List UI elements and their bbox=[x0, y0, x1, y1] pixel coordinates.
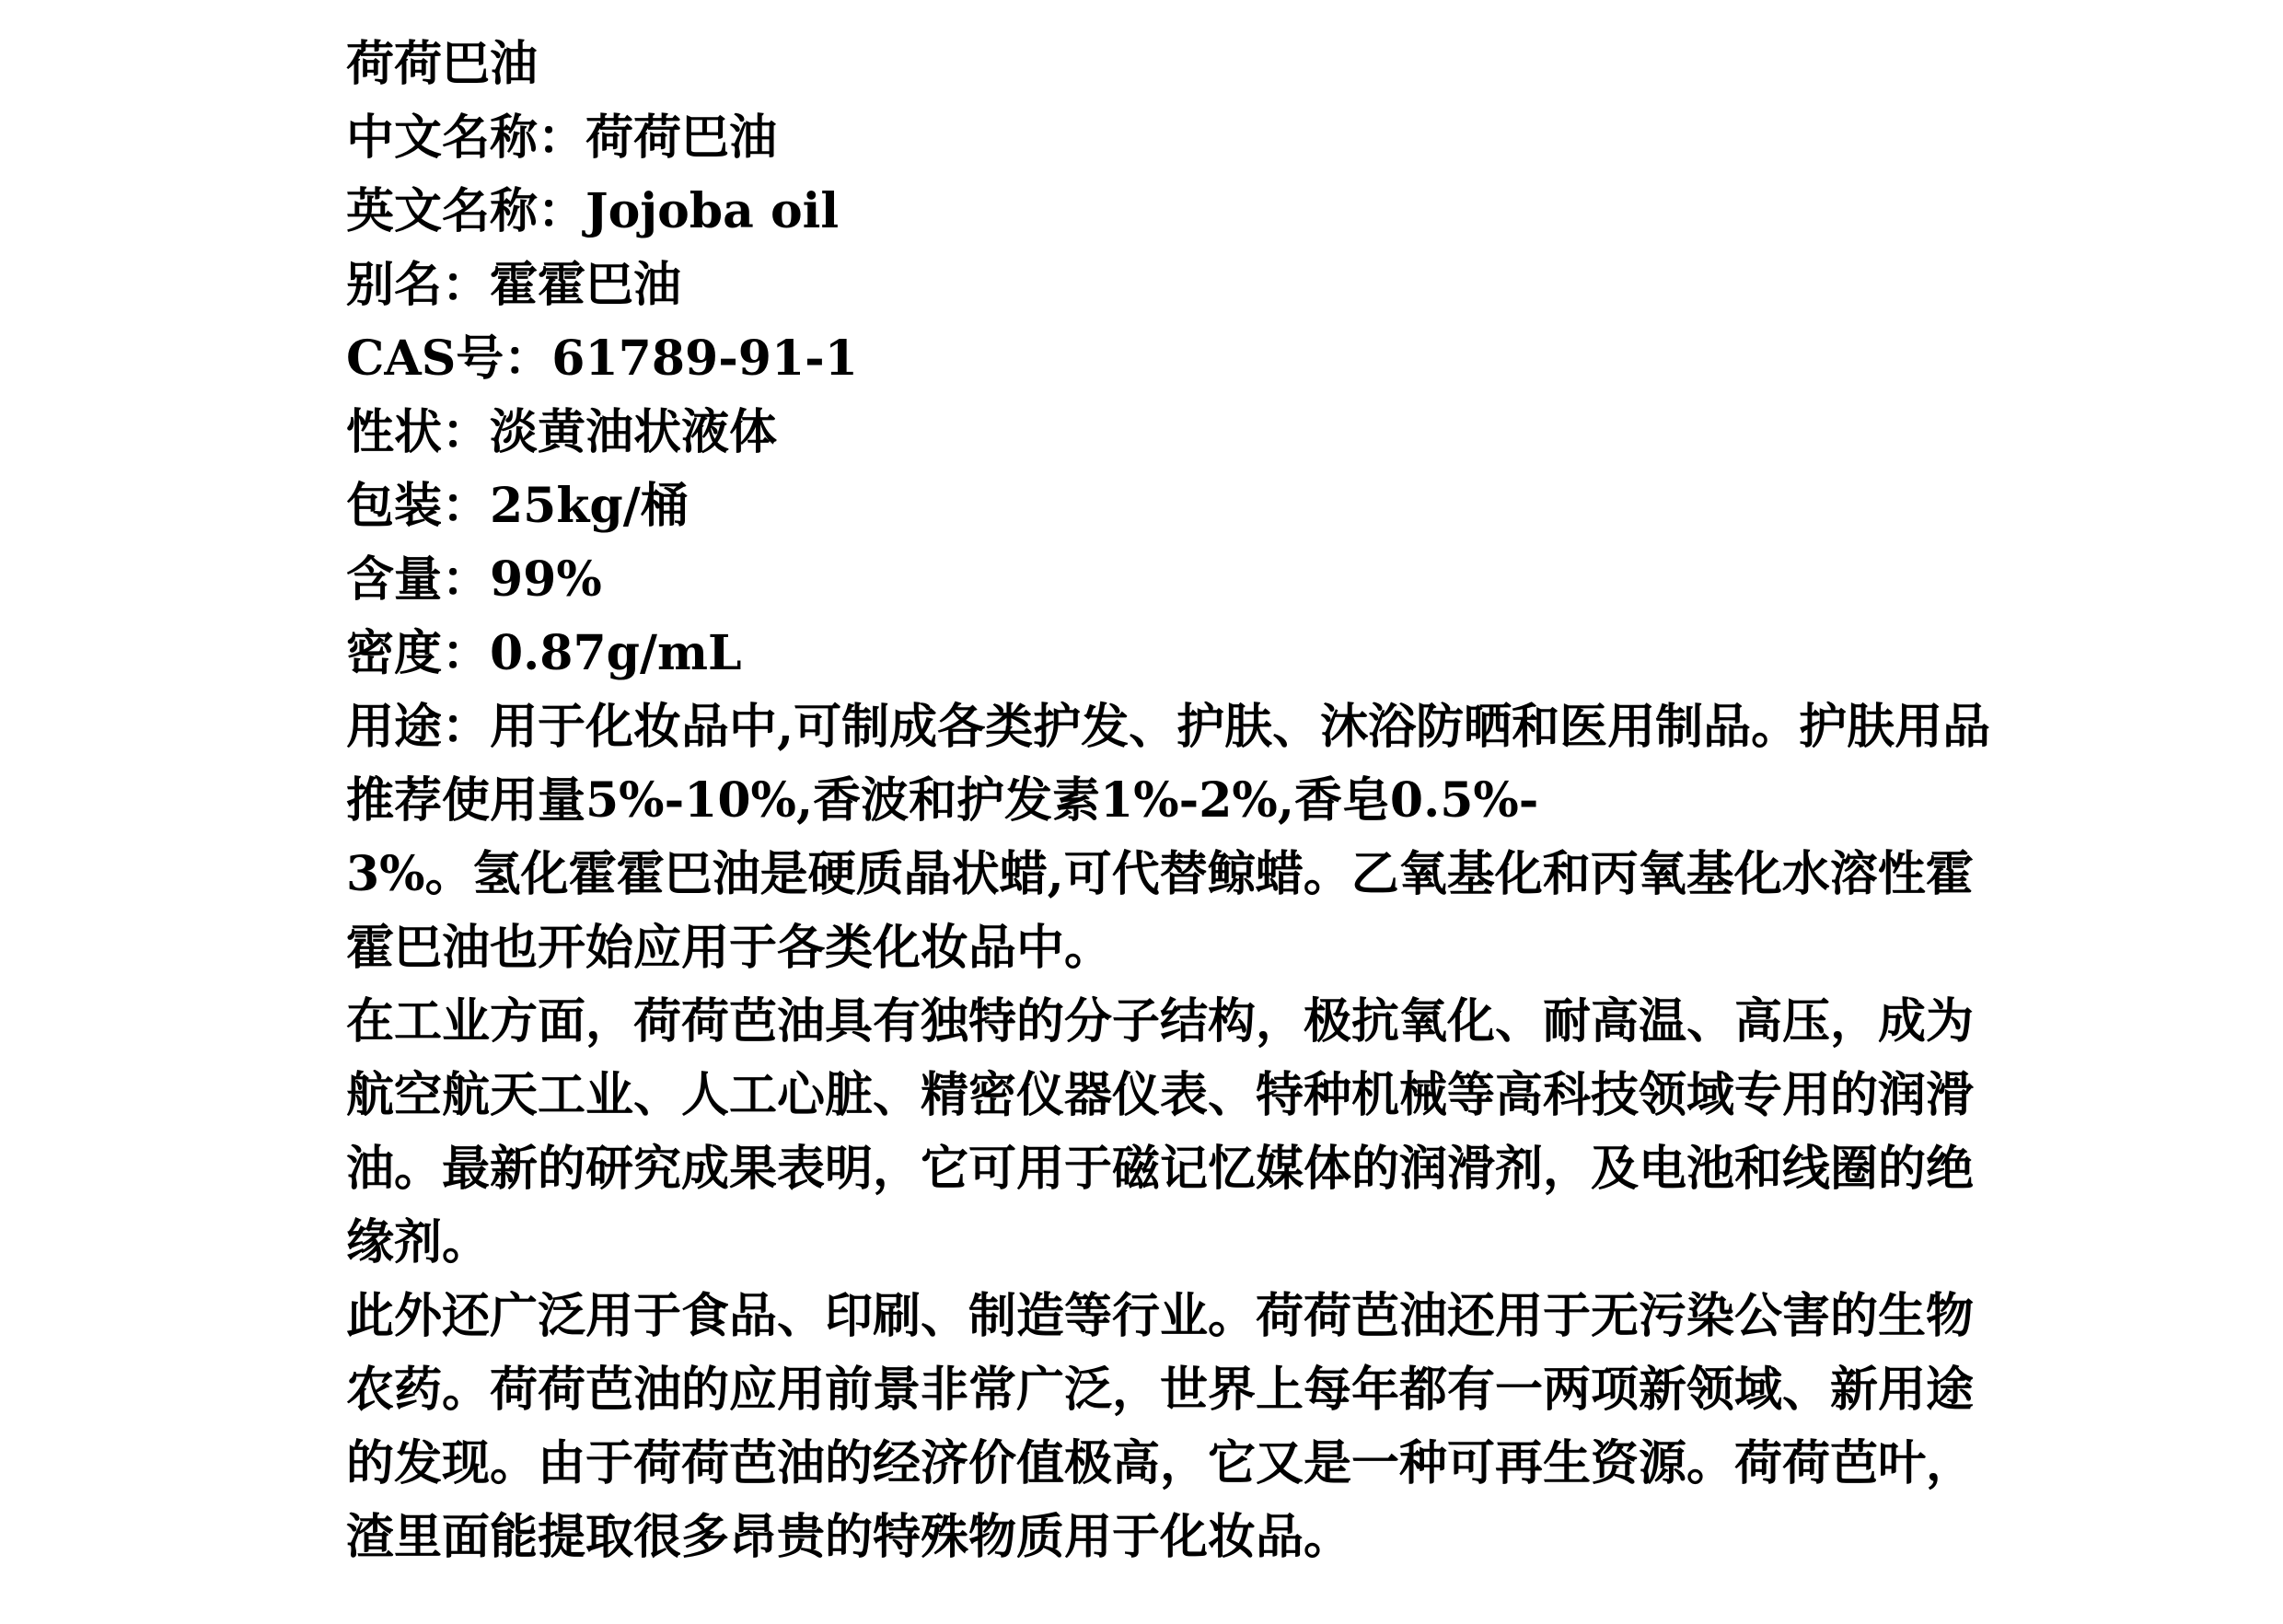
industry-line: 在工业方面，荷荷芭油具有独特的分子结构，极抗氧化、耐高温、高压，成为 bbox=[346, 993, 1975, 1050]
industry-paragraph bbox=[346, 985, 1975, 1280]
other-line: 渣里面能提取很多昂贵的特殊物质用于化妆品。 bbox=[346, 1509, 1352, 1565]
field-packaging: 包装：25kg/桶 bbox=[346, 478, 689, 534]
usage-line: 霍巴油也开始应用于各类化妆品中。 bbox=[346, 920, 1113, 976]
industry-line: 油。最新的研究成果表明，它可用于磁记忆媒体的润滑剂，及电池和线圈的绝 bbox=[346, 1141, 1975, 1197]
field-alias: 别名：霍霍巴油 bbox=[346, 257, 682, 313]
field-cas: CAS号：61789-91-1 bbox=[346, 331, 858, 387]
field-chinese-name: 中文名称：荷荷巴油 bbox=[346, 110, 778, 166]
usage-line: 用途：用于化妆品中,可制成各类护发、护肤、沐浴防晒和医用制品。护肤用品 bbox=[346, 699, 1991, 755]
field-english-name: 英文名称：Jojoba oil bbox=[346, 183, 840, 239]
document-body bbox=[346, 28, 1991, 1574]
field-density: 密度：0.87g/mL bbox=[346, 625, 742, 681]
other-line: 的发现。由于荷荷芭油的经济价值极高，它又是一种可再生资源。荷荷芭叶， bbox=[346, 1435, 1975, 1491]
field-appearance: 性状：淡黄油状液体 bbox=[346, 404, 778, 460]
doc-title: 荷荷巴油 bbox=[346, 36, 539, 92]
other-line: 此外还广泛用于食品、印刷、制造等行业。荷荷芭油还用于无污染公害的生物 bbox=[346, 1288, 1975, 1344]
other-line: 农药。荷荷芭油的应用前景非常广泛，世界上每年都有一两项新领域、新用途 bbox=[346, 1362, 1975, 1418]
industry-line: 航空航天工业、人工心脏、精密仪器仪表、特种机械等高科技领域专用的润滑 bbox=[346, 1067, 1975, 1123]
field-content: 含量：99% bbox=[346, 551, 602, 608]
usage-paragraph bbox=[346, 690, 1991, 985]
other-uses-paragraph bbox=[346, 1280, 1975, 1574]
usage-line: 推荐使用量5%-10%,香波和护发素1%-2%,香皂0.5%- bbox=[346, 772, 1539, 829]
industry-line: 缘剂。 bbox=[346, 1214, 491, 1270]
usage-line: 3%。氢化霍霍巴油是硬质晶状蜡,可代替鲸蜡。乙氧基化和丙氧基化水溶性霍 bbox=[346, 846, 1974, 902]
